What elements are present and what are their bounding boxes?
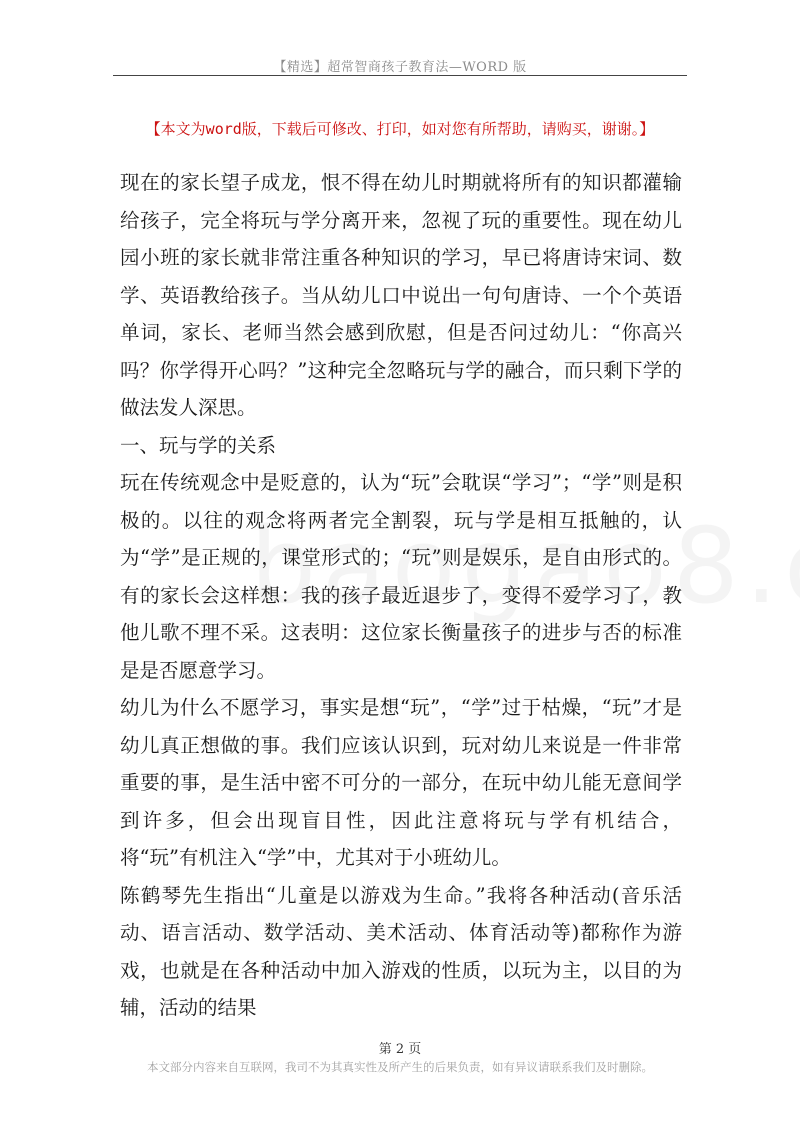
header-divider <box>113 75 687 76</box>
paragraph: 陈鹤琴先生指出“儿童是以游戏为生命。”我将各种活动(音乐活动、语言活动、数学活动、美术活动、体育活动等)都称作为游戏，也就是在各种活动中加入游戏的性质，以玩为主，以目的为辅，活动的结果 <box>120 883 682 1019</box>
document-body <box>120 164 682 1027</box>
paragraph-intro: 现在的家长望子成龙，恨不得在幼儿时期就将所有的知识都灌输给孩子，完全将玩与学分离开来，忽视了玩的重要性。现在幼儿园小班的家长就非常注重各种知识的学习，早已将唐诗宋词、数学、英语教给孩子。当从幼儿口中说出一句句唐诗、一个个英语单词，家长、老师当然会感到欣慰，但是否问过幼儿：“你高兴吗？你学得开心吗？”这种完全忽略玩与学的融合，而只剩下学的做法发人深思。 <box>120 171 682 419</box>
paragraph: 玩在传统观念中是贬意的，认为“玩”会耽误“学习”；“学”则是积极的。以往的观念将两者完全割裂，玩与学是相互抵触的，认为“学”是正规的，课堂形式的；“玩”则是娱乐，是自由形式的。有的家长会这样想：我的孩子最近退步了，变得不爱学习了，教他儿歌不理不采。这表明：这位家长衡量孩子的进步与否的标准是是否愿意学习。 <box>120 471 682 682</box>
download-notice: 【本文为word版，下载后可修改、打印，如对您有所帮助，请购买，谢谢。】 <box>145 120 655 138</box>
page-header: 【精选】超常智商孩子教育法—WORD 版 <box>273 60 527 75</box>
paragraph: 幼儿为什么不愿学习，事实是想“玩”，“学”过于枯燥，“玩”才是幼儿真正想做的事。我们应该认识到，玩对幼儿来说是一件非常重要的事，是生活中密不可分的一部分，在玩中幼儿能无意间学到许多，但会出现盲目性，因此注意将玩与学有机结合，将“玩”有机注入“学”中，尤其对于小班幼儿。 <box>120 696 682 869</box>
page-number: 第 2 页 <box>378 1042 422 1057</box>
footer-disclaimer: 本文部分内容来自互联网，我司不为其真实性及所产生的后果负责，如有异议请联系我们及时删除。 <box>147 1060 653 1074</box>
section-heading: 一、玩与学的关系 <box>120 433 277 457</box>
